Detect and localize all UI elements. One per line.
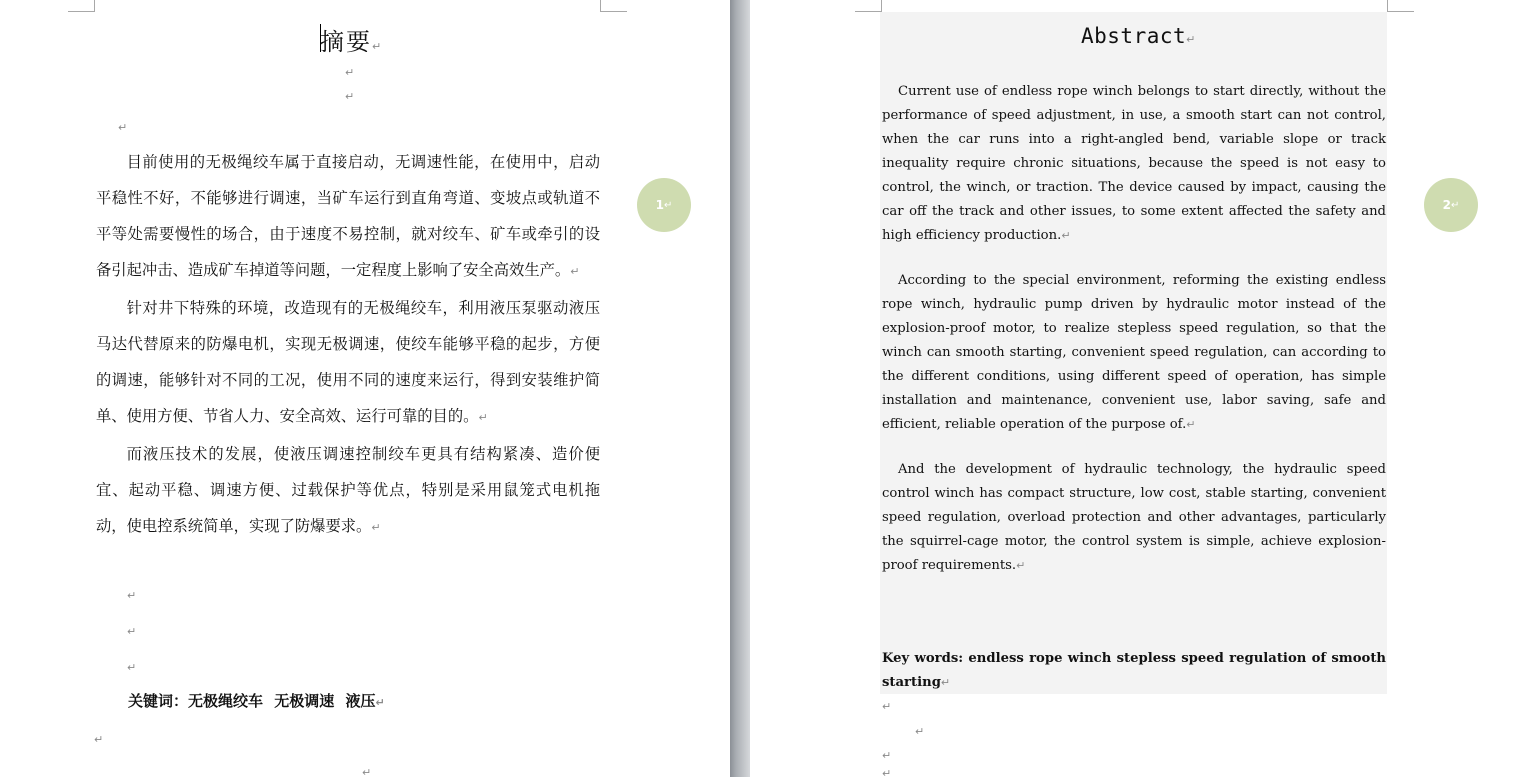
keywords-en[interactable]	[882, 647, 1386, 695]
badge-number: 2	[1442, 198, 1451, 212]
paragraph-mark: ↵	[1186, 33, 1196, 46]
paragraph-en-2: According to the special environment, reforming the existing endless rope winch, hydraulic pump driven by hydraulic motor instead of the explosion-proof motor, to realize stepless speed regulation, so that the winch can smooth starting, convenient speed regulation, can according to the different conditions, using different speed of operation, has simple installation and maintenance, convenient use, labor saving, safe and efficient, reliable operation of the purpose of.↵	[882, 273, 1386, 432]
paragraph-mark: ↵	[127, 661, 137, 674]
paragraph-mark: ↵	[478, 411, 488, 424]
badge-number: 1	[655, 198, 664, 212]
paragraph-zh-1: 目前使用的无极绳绞车属于直接启动，无调速性能，在使用中，启动平稳性不好，不能够进行调速，当矿车运行到直角弯道、变坡点或轨道不平等处需要慢性的场合，由于速度不易控制，就对绞车、矿车或牵引的设备引起冲击、造成矿车掉道等问题，一定程度上影响了安全高效生产。↵	[96, 153, 600, 279]
paragraph-mark: ↵	[570, 265, 580, 278]
abstract-title-zh[interactable]	[320, 22, 383, 57]
paragraph-mark: ↵	[127, 625, 137, 638]
title-text: 摘要	[320, 28, 372, 56]
paragraph-mark: ↵	[118, 121, 128, 134]
crop-mark-top-left	[855, 0, 882, 12]
paragraph-mark: ↵	[94, 733, 104, 746]
paragraph-mark: ↵	[375, 696, 385, 709]
title-text: Abstract	[1081, 24, 1187, 48]
page-number-badge-2[interactable]	[1424, 178, 1478, 232]
paragraph-en-3: And the development of hydraulic technology, the hydraulic speed control winch has compact structure, low cost, stable starting, convenient speed regulation, overload protection and other advantages, particularly the squirrel-cage motor, the control system is simple, achieve explosion-proof requirements.↵	[882, 462, 1386, 573]
paragraph-mark: ↵	[882, 700, 892, 713]
paragraph-mark: ↵	[663, 199, 673, 211]
crop-mark-top-right	[1387, 0, 1414, 12]
keywords-zh[interactable]	[128, 690, 385, 711]
paragraph-mark: ↵	[940, 676, 951, 689]
paragraph-mark: ↵	[882, 767, 892, 780]
abstract-body-zh[interactable]	[96, 144, 600, 546]
keywords-text: Key words: endless rope winch stepless speed regulation of smooth starting	[882, 651, 1386, 690]
paragraph-mark: ↵	[371, 521, 381, 534]
paragraph-mark: ↵	[915, 725, 925, 738]
paragraph-zh-3: 而液压技术的发展，使液压调速控制绞车更具有结构紧凑、造价便宜、起动平稳、调速方便、过载保护等优点，特别是采用鼠笼式电机拖动，使电控系统简单，实现了防爆要求。↵	[96, 445, 600, 535]
paragraph-mark: ↵	[882, 749, 892, 762]
paragraph-zh-2: 针对井下特殊的环境，改造现有的无极绳绞车，利用液压泵驱动液压马达代替原来的防爆电机，实现无极调速，使绞车能够平稳的起步，方便的调速，能够针对不同的工况，使用不同的速度来运行，得到安装维护简单、使用方便、节省人力、安全高效、运行可靠的目的。↵	[96, 299, 600, 425]
paragraph-mark: ↵	[372, 40, 384, 53]
abstract-body-en[interactable]	[882, 80, 1386, 599]
crop-mark-top-right	[600, 0, 627, 12]
paragraph-en-1: Current use of endless rope winch belongs to start directly, without the performance of speed adjustment, in use, a smooth start can not control, when the car runs into a right-angled bend, variable slope or track inequality require chronic situations, because the speed is not easy to control, the winch, or traction. The device caused by impact, causing the car off the track and other issues, to some extent affected the safety and high efficiency production.↵	[882, 84, 1386, 243]
paragraph-mark: ↵	[1061, 229, 1071, 242]
paragraph-mark: ↵	[127, 589, 137, 602]
crop-mark-top-left	[68, 0, 95, 12]
paragraph-mark: ↵	[1450, 199, 1460, 211]
keywords-text: 关键词：无极绳绞车 无极调速 液压	[128, 692, 376, 710]
paragraph-mark: ↵	[345, 90, 355, 103]
paragraph-mark: ↵	[1016, 559, 1026, 572]
page-separator	[730, 0, 750, 777]
abstract-title-en[interactable]	[1081, 24, 1196, 48]
paragraph-mark: ↵	[345, 66, 355, 79]
page-number-badge-1[interactable]	[637, 178, 691, 232]
paragraph-mark: ↵	[1186, 418, 1196, 431]
paragraph-mark: ↵	[362, 766, 372, 779]
